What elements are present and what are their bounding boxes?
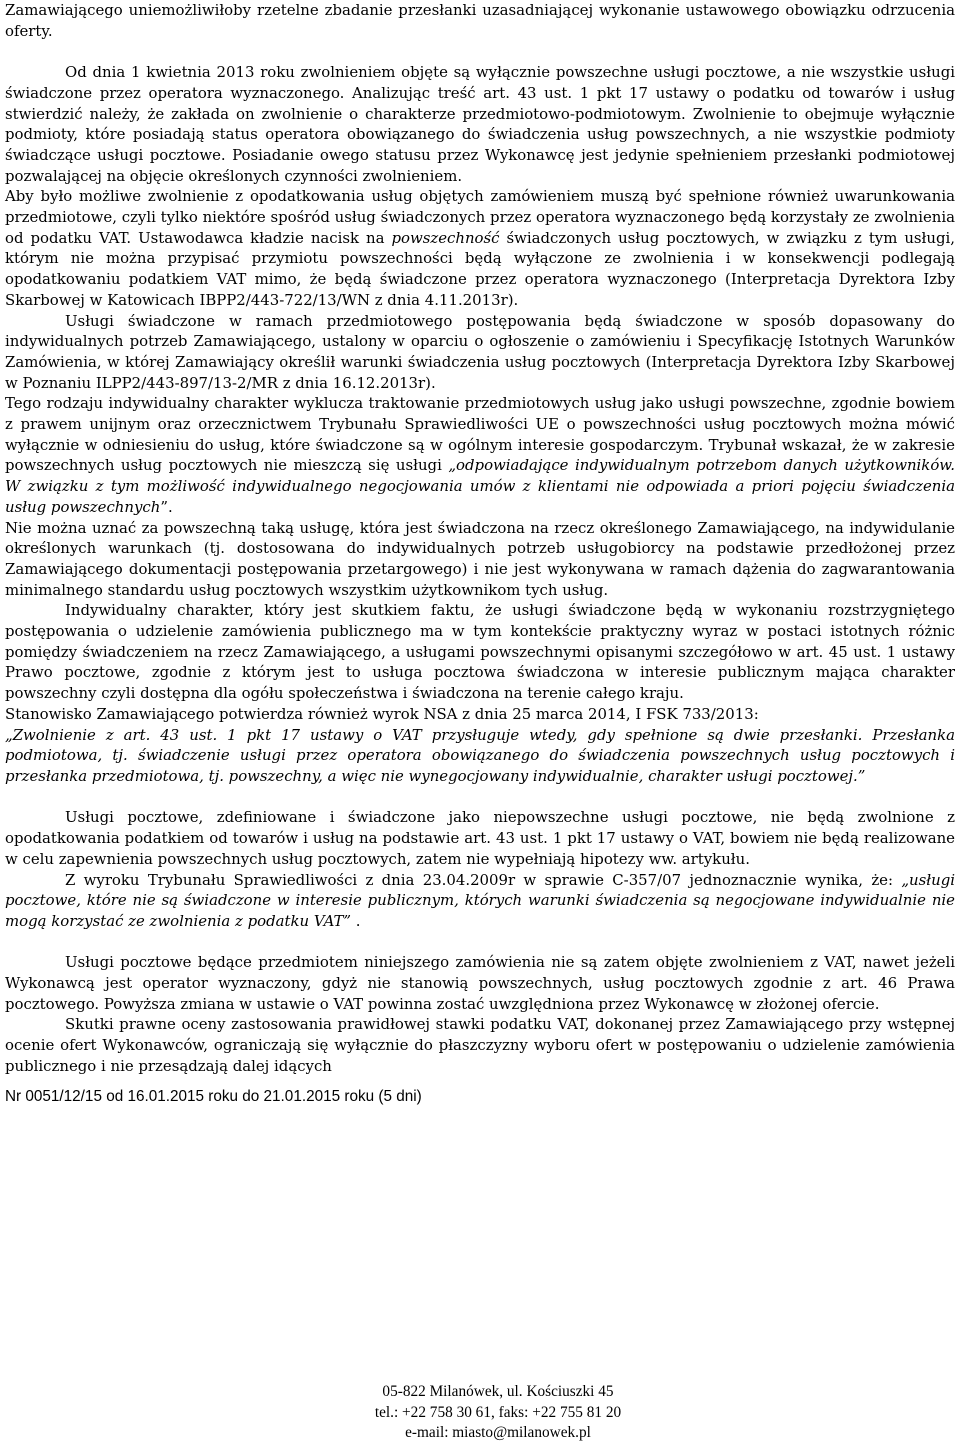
page-footer (0, 1382, 960, 1444)
footer-phone: tel.: +22 758 30 61, faks: +22 755 81 20 (374, 1403, 622, 1421)
emphasized-text: powszechność (391, 228, 500, 247)
spacer (5, 932, 955, 953)
paragraph-text: ”. (160, 497, 173, 516)
reference-line: Nr 0051/12/15 od 16.01.2015 roku do 21.01.2015 roku (5 dni) (5, 1087, 422, 1105)
paragraph-text: Aby było możliwe zwolnienie z opodatkowania usług objętych zamówieniem muszą być spełnione również uwarunkowania przedmiotowe, czyli tylko niektóre spośród usług świadczonych przez operatora wyznaczonego będą korzystały ze zwolnienia od podatku VAT. Ustawodawca kładzie nacisk na (5, 187, 955, 247)
paragraph: Usługi pocztowe, zdefiniowane i świadczone jako niepowszechne usługi pocztowe, nie będą zwolnione z opodatkowania podatkiem od towarów i usług na podstawie art. 43 ust. 1 pkt 17 ustawy o VAT, bowiem nie będą realizowane w celu zapewnienia powszechnych usług pocztowych, zatem nie wypełniają hipotezy ww. artykułu. (5, 808, 955, 868)
paragraph: Skutki prawne oceny zastosowania prawidłowej stawki podatku VAT, dokonanej przez Zamawiającego przy wstępnej ocenie ofert Wykonawców, ograniczają się wyłącznie do płaszczyzny wyboru ofert w postępowaniu o udzielenie zamówienia publicznego i nie przesądzają dalej idących (5, 1015, 955, 1075)
paragraph: Indywidualny charakter, który jest skutkiem faktu, że usługi świadczone będą w wykonaniu rozstrzygniętego postępowania o udzielenie zamówienia publicznego ma w tym kontekście praktyczny wyraz w postaci istotnych różnic pomiędzy świadczeniem na rzecz Zamawiającego, a usługami powszechnymi opisanymi szczegółowo w art. 45 ust. 1 ustawy Prawo pocztowe, zgodnie z którym jest to usługa pocztowa świadczona w interesie publicznym mająca charakter powszechny czyli dostępna dla ogółu społeczeństwa i świadczona na terenie całego kraju. (5, 601, 955, 703)
paragraph (5, 393, 955, 517)
paragraph: Zamawiającego uniemożliwiłoby rzetelne zbadanie przesłanki uzasadniającej wykonanie ustawowego obowiązku odrzucenia oferty. (5, 1, 955, 40)
paragraph: Nie można uznać za powszechną taką usługę, która jest świadczona na rzecz określonego Zamawiającego, na indywidulanie określonych warunkach (tj. dostosowana do indywidualnych potrzeb usługobiorcy na podstawie przedłożonej przez Zamawiającego dokumentacji postępowania przetargowego) i nie jest wykonywana w ramach dążenia do zagwarantowania minimalnego standardu usług pocztowych wszystkim użytkownikom tych usług. (5, 518, 955, 599)
paragraph: Od dnia 1 kwietnia 2013 roku zwolnieniem objęte są wyłącznie powszechne usługi pocztowe, a nie wszystkie usługi świadczone przez operatora wyznaczonego. Analizując treść art. 43 ust. 1 pkt 17 ustawy o podatku od towarów i usług stwierdzić należy, że zakłada on zwolnienie o charakterze przedmiotowo-podmiotowym. Zwolnienie to obejmuje wyłącznie podmioty, które posiadają status operatora obowiązanego do świadczenia usług powszechnych, a nie wszystkie podmioty świadczące usługi pocztowe. Posiadanie owego statusu przez Wykonawcę jest jedynie spełnieniem przesłanki podmiotowej pozwalającej na objęcie określonych czynności zwolnieniem. (5, 63, 955, 185)
spacer (5, 41, 955, 62)
quoted-text: „usługi pocztowe, które nie są świadczone w interesie publicznym, których warunki świadczenia są negocjowane indywidualnie nie mogą korzystać ze zwolnienia z podatku VAT” (5, 870, 955, 930)
paragraph: Stanowisko Zamawiającego potwierdza również wyrok NSA z dnia 25 marca 2014, I FSK 733/2013: (5, 704, 759, 723)
paragraph-text: Tego rodzaju indywidualny charakter wyklucza traktowanie przedmiotowych usług jako usługi powszechne, zgodnie bowiem z prawem unijnym oraz orzecznictwem Trybunału Sprawiedliwości UE o powszechności usług pocztowych można mówić wyłącznie w odniesieniu do usług, które świadczone są w ogólnym interesie gospodarczym. Trybunał wskazał, że w zakresie powszechnych usług pocztowych nie mieszczą się usługi (5, 394, 955, 475)
spacer (5, 787, 955, 808)
paragraph: Usługi pocztowe będące przedmiotem niniejszego zamówienia nie są zatem objęte zwolnieniem z VAT, nawet jeżeli Wykonawcą jest operator wyznaczony, gdyż nie stanowią powszechnych, usług pocztowych zgodnie z art. 46 Prawa pocztowego. Powyższa zmiana w ustawie o VAT powinna zostać uwzględniona przez Wykonawcę w złożonej ofercie. (5, 953, 955, 1013)
paragraph (5, 186, 955, 310)
footer-address: 05-822 Milanówek, ul. Kościuszki 45 (382, 1383, 614, 1400)
footer-email: e-mail: miasto@milanowek.pl (405, 1424, 591, 1441)
paragraph (5, 870, 955, 932)
paragraph: Usługi świadczone w ramach przedmiotowego postępowania będą świadczone w sposób dopasowany do indywidualnych potrzeb Zamawiającego, ustalony w oparciu o ogłoszenie o zamówieniu i Specyfikację Istotnych Warunków Zamówienia, w której Zamawiający określił warunki świadczenia usług pocztowych (Interpretacja Dyrektora Izby Skarbowej w Poznaniu ILPP2/443-897/13-2/MR z dnia 16.12.2013r). (5, 311, 955, 392)
quoted-text: „odpowiadające indywidualnym potrzebom danych użytkowników. W związku z tym możliwość indywidualnego negocjowania umów z klientami nie odpowiada a priori pojęciu świadczenia usług powszechnych (5, 456, 955, 516)
document-body (5, 0, 955, 1107)
paragraph-text: świadczonych usług pocztowych, w związku z tym usługi, którym nie można przypisać przymiotu powszechności będą wyłączone ze zwolnienia i w konsekwencji podlegają opodatkowaniu podatkiem VAT mimo, że będą świadczone przez operatora wyznaczonego (Interpretacja Dyrektora Izby Skarbowej w Katowicach IBPP2/443-722/13/WN z dnia 4.11.2013r). (5, 228, 955, 309)
paragraph-text: Z wyroku Trybunału Sprawiedliwości z dnia 23.04.2009r w sprawie C-357/07 jednoznacznie wynika, że: (65, 870, 902, 889)
quoted-ruling: „Zwolnienie z art. 43 ust. 1 pkt 17 ustawy o VAT przysługuje wtedy, gdy spełnione są dwie przesłanki. Przesłanka podmiotowa, tj. świadczenie usługi przez operatora obowiązanego do świadczenia powszechnych usług pocztowych i przesłanka przedmiotowa, tj. powszechny, a więc nie wynegocjowany indywidualnie, charakter usługi pocztowej.” (5, 725, 955, 785)
paragraph-text: . (351, 911, 361, 930)
spacer (5, 1077, 955, 1087)
